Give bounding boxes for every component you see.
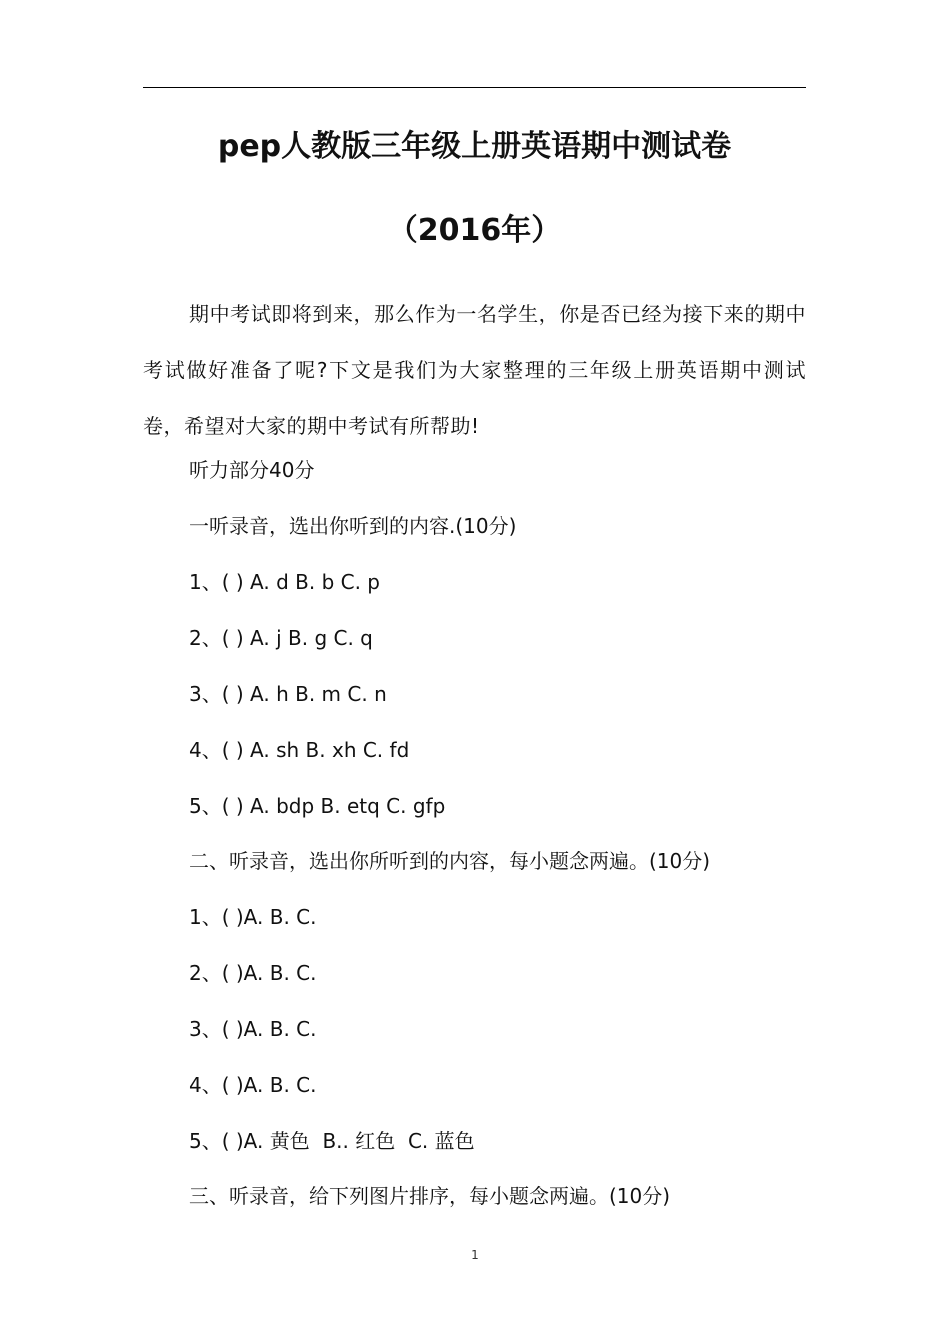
section-2-question: 4、( )A. B. C. xyxy=(189,1073,317,1097)
section-1-question: 2、( ) A. j B. g C. q xyxy=(189,626,373,650)
section-2-question: 1、( )A. B. C. xyxy=(189,905,317,929)
section-1-question: 5、( ) A. bdp B. etq C. gfp xyxy=(189,794,446,818)
section-3-heading: 三、听录音，给下列图片排序，每小题念两遍。(10分) xyxy=(189,1184,671,1208)
section-1-question: 4、( ) A. sh B. xh C. fd xyxy=(189,738,410,762)
document-title: pep人教版三年级上册英语期中测试卷 xyxy=(217,129,732,164)
intro-paragraph: 期中考试即将到来，那么作为一名学生，你是否已经为接下来的期中考试做好准备了呢?下文是我们为大家整理的三年级上册英语期中测试卷，希望对大家的期中考试有所帮助! xyxy=(143,302,806,438)
section-2-question: 3、( )A. B. C. xyxy=(189,1017,317,1041)
document-title-year: （2016年） xyxy=(387,213,562,248)
section-2-question: 2、( )A. B. C. xyxy=(189,961,317,985)
listening-part-heading: 听力部分40分 xyxy=(189,458,315,482)
section-2-heading: 二、听录音，选出你所听到的内容，每小题念两遍。(10分) xyxy=(189,849,711,873)
header-rule xyxy=(143,87,806,88)
section-1-question: 1、( ) A. d B. b C. p xyxy=(189,570,381,594)
section-2-question: 5、( )A. 黄色 B.. 红色 C. 蓝色 xyxy=(189,1129,475,1153)
page-number: 1 xyxy=(471,1248,479,1262)
section-1-heading: 一听录音，选出你听到的内容.(10分) xyxy=(189,514,517,538)
section-1-question: 3、( ) A. h B. m C. n xyxy=(189,682,387,706)
